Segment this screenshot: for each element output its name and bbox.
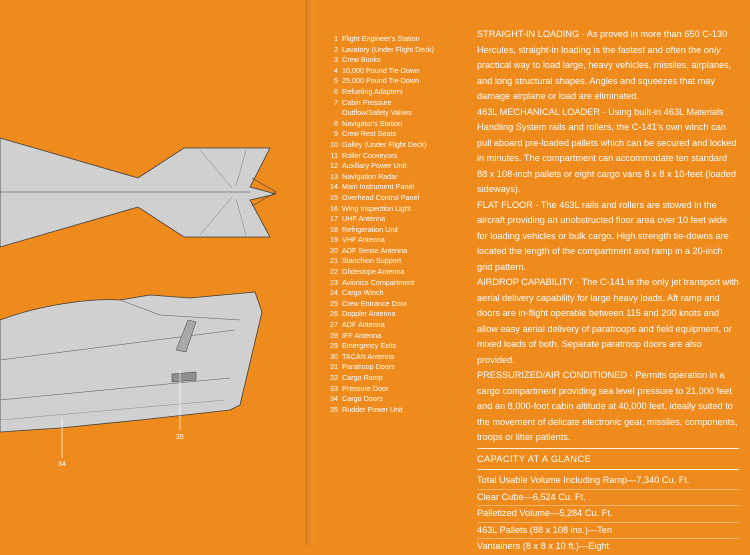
divider [477,469,739,470]
legend-label: ADF Antenna [342,320,385,330]
legend-label: Avionics Compartment [342,277,415,287]
legend-label: UHF Antenna [342,214,386,224]
legend-item [328,278,460,289]
legend-item [328,331,460,342]
legend-number: 8 [334,118,338,128]
legend-label: Emergency Exits [342,341,396,351]
section-straight-in-loading [477,27,739,105]
legend-item [328,225,460,236]
section-heading: AIRDROP CAPABILITY [477,277,574,287]
aircraft-cutaway-drawing [0,0,310,545]
legend-item [328,87,460,98]
description-column [477,27,739,555]
legend-label: Cargo Ramp [342,373,383,382]
legend-label: Glideslope Antenna [342,267,405,277]
legend-label: Roller Conveyors [342,150,398,160]
legend-number: 17 [330,214,338,224]
legend-number: 26 [330,309,338,319]
emphasis-text: only [703,44,721,55]
legend-item [328,341,460,352]
legend-item [328,309,460,320]
legend-label: Refueling Adapters [342,86,403,96]
section-heading: STRAIGHT-IN LOADING [477,29,580,39]
heading-separator: · [532,199,541,210]
legend-item [328,119,460,130]
heading-separator: · [599,106,609,117]
legend-number: 2 [334,44,338,54]
legend-item [328,246,460,257]
legend-number: 15 [330,192,338,202]
section-text: Using built-in 463L Materials Handling System rails and rollers, the C-141's own winch can pull aboard pre-loaded pallets which can be secured and locked in minutes. The compartment can accommodate ten standard 88 x 108-inch pallets or eight cargo vans 8 x 8 x 10-feet (loaded sideways). [477,106,737,194]
legend-label: Overhead Control Panel [342,192,420,202]
legend-item [328,384,460,395]
legend-label: VHF Antenna [342,235,385,245]
legend-label: Flight Engineer's Station [342,34,420,43]
legend-label: IFF Antenna [342,330,382,340]
legend-label: Refrigeration Unit [342,224,398,234]
section-heading: FLAT FLOOR [477,199,533,210]
legend-number: 10 [330,139,338,149]
legend-number: 13 [330,171,338,181]
legend-label: Crew Rest Seats [342,129,396,139]
legend-item [328,182,460,193]
tail-side-view [0,292,262,458]
legend-item [328,140,460,151]
section-airdrop-capability [477,275,739,368]
section-text: The C-141 is the only jet transport with aerial delivery capability for large heavy loads. Aft ramp and doors are in-flight operable between 115 and 200 knots and allow easy aerial delivery of paratroops and field equipment, or mixed loads of both. Separate paratroop doors are also provided. [477,277,739,365]
capacity-line: Palletized Volume—5,284 Cu. Ft. [477,508,613,518]
divider [477,448,739,449]
legend-label: Navigator's Station [342,118,403,128]
legend-label: Cabin Pressure [342,97,392,107]
section-mechanical-loader [477,105,739,198]
legend-number: 33 [330,383,338,393]
legend-item [328,214,460,225]
numbered-legend [328,34,460,415]
legend-label: 10,000 Pound Tie-Down [342,65,420,75]
legend-item [328,288,460,299]
heading-separator: · [573,277,582,287]
legend-item [328,267,460,278]
legend-item [328,161,460,172]
legend-item [328,373,460,384]
legend-item [328,299,460,310]
legend-number: 23 [330,277,338,287]
legend-item [328,66,460,77]
section-text: practical way to load large, heavy vehicles, missiles, airplanes, and long structural shapes. Angles and squeezes that may damage airplane or load are eliminated. [477,60,732,101]
section-flat-floor [477,198,739,276]
legend-item [328,151,460,162]
legend-number: 5 [334,76,338,86]
legend-item [328,320,460,331]
legend-item [328,55,460,66]
legend-number: 30 [330,351,338,361]
legend-item [328,204,460,215]
legend-number: 4 [334,65,338,75]
section-heading: 463L MECHANICAL LOADER [477,106,600,117]
tail-plan-view [0,138,276,247]
legend-number: 12 [330,161,338,171]
legend-item [328,34,460,45]
legend-number: 16 [330,203,338,213]
callout-35: 35 [176,434,184,441]
legend-label: ADF Sense Antenna [342,245,408,255]
legend-number: 28 [330,330,338,340]
capacity-line: 463L Pallets (88 x 108 ins.)—Ten [477,524,612,535]
legend-number: 27 [330,320,338,330]
legend-number: 32 [330,373,338,382]
legend-number: 24 [330,288,338,298]
legend-label: Galley (Under Flight Deck) [342,139,427,149]
legend-number: 31 [330,362,338,372]
section-text: As proved in more than 650 C-130 Hercules, straight-in loading is the fastest and often the [477,29,728,55]
legend-label: Auxiliary Power Unit [342,161,407,171]
capacity-list [477,473,739,555]
legend-label: Cargo Doors [342,394,383,404]
legend-number: 29 [330,341,338,351]
legend-label: Paratroop Doors [342,362,395,372]
legend-number: 9 [334,129,338,139]
capacity-title: CAPACITY AT A GLANCE [477,453,592,464]
legend-number: 34 [330,394,338,404]
legend-label: 25,000 Pound Tie-Down [342,76,420,86]
legend-number: 18 [330,224,338,234]
legend-label: Stanchion Support [342,256,402,266]
legend-number: 1 [334,34,338,43]
legend-label: TACAN Antenna [342,351,395,361]
page-fold [305,0,319,545]
callout-34: 34 [58,461,66,468]
legend-number: 3 [334,55,338,65]
heading-separator: · [579,29,587,39]
legend-number: 21 [330,256,338,266]
legend-number: 11 [330,150,338,160]
capacity-line: Total Usable Volume Including Ramp—7,340 Cu. Ft. [477,475,690,485]
section-text: The 463L rails and rollers are stowed in the aircraft providing an unobstructed floor area over 10 feet wide for loading vehicles or bulk cargo. High strength tie-downs are located the length of the compartment and ramp in a 20-inch grid pattern. [477,199,729,272]
legend-label: Rudder Power Unit [342,404,403,414]
legend-label: Cargo Winch [342,288,384,298]
legend-item [328,235,460,246]
legend-number: 25 [330,298,338,308]
legend-item [328,98,460,109]
legend-number: 22 [330,267,338,277]
legend-label: Crew Entrance Door [342,298,408,308]
section-heading: PRESSURIZED/AIR CONDITIONED [477,370,628,380]
legend-label: Wing Inspection Light [342,203,411,213]
legend-label: Crew Bunks [342,55,381,65]
legend-label: Pressure Door [342,383,389,393]
legend-number: 35 [330,404,338,414]
legend-item [328,362,460,373]
legend-item [328,45,460,56]
legend-number: 20 [330,245,338,255]
legend-item [328,172,460,183]
legend-number: 19 [330,235,338,245]
legend-number: 14 [330,182,338,192]
legend-item [328,108,460,119]
legend-item [328,352,460,363]
legend-label: Navigation Radar [342,171,398,181]
legend-label: Lavatory (Under Flight Deck) [342,44,434,54]
capacity-line: Vantainers (8 x 8 x 10 ft.)—Eight [477,541,610,551]
capacity-line: Clear Cube—6,524 Cu. Ft. [477,491,586,502]
legend-label: Outflow/Safety Valves [342,108,412,118]
section-pressurized [477,368,739,446]
heading-separator: · [627,370,636,380]
legend-item [328,193,460,204]
legend-label: Main Instrument Panel [342,182,414,192]
section-text: Permits operation in a cargo compartment providing sea level pressure to 21,000 feet and an 8,000-foot cabin altitude at 40,000 feet, ideally suited to the movement of delicate electronic gear, missiles, components, troops or litter patients. [477,370,738,442]
legend-number: 7 [334,97,338,107]
legend-item [328,76,460,87]
legend-item [328,405,460,416]
legend-item [328,394,460,405]
legend-item [328,256,460,267]
legend-item [328,129,460,140]
legend-number: 6 [334,86,338,96]
legend-label: Doppler Antenna [342,309,396,319]
